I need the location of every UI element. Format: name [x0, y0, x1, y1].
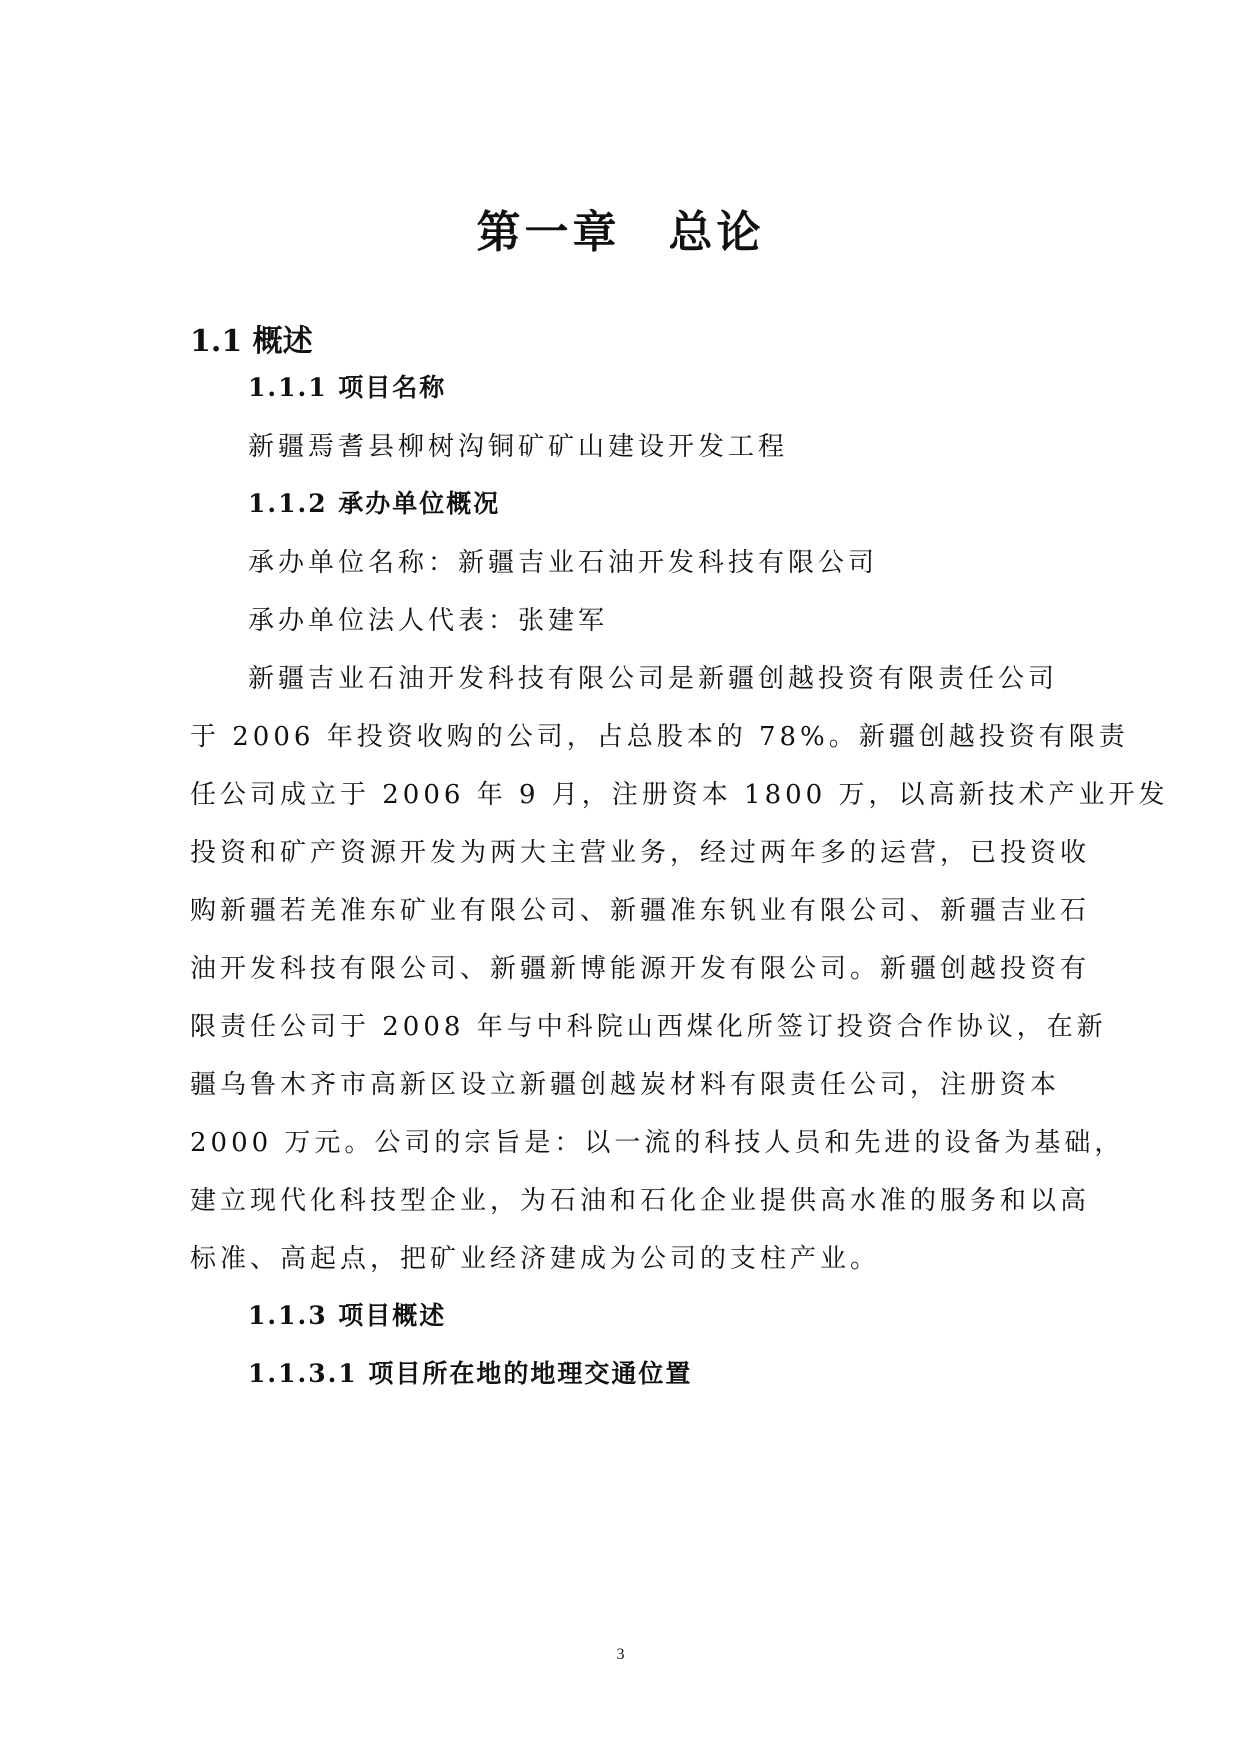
paragraph-line: 建立现代化科技型企业，为石油和石化企业提供高水准的服务和以高 [190, 1186, 1091, 1216]
paragraph-line: 油开发科技有限公司、新疆新博能源开发有限公司。新疆创越投资有 [190, 954, 1091, 984]
paragraph-line: 任公司成立于 2006 年 9 月，注册资本 1800 万，以高新技术产业开发 [190, 780, 1169, 810]
page-number: 3 [616, 1646, 625, 1663]
paragraph-line: 于 2006 年投资收购的公司，占总股本的 78%。新疆创越投资有限责 [190, 722, 1129, 752]
subsection-heading-organizer: 1.1.2 承办单位概况 [248, 489, 501, 518]
chapter-title: 第一章 总论 [476, 207, 765, 258]
paragraph-line: 疆乌鲁木齐市高新区设立新疆创越炭材料有限责任公司，注册资本 [190, 1070, 1061, 1100]
project-name-text: 新疆焉耆县柳树沟铜矿矿山建设开发工程 [248, 432, 789, 462]
subsubsection-heading-location: 1.1.3.1 项目所在地的地理交通位置 [248, 1359, 693, 1388]
section-heading: 1.1 概述 [190, 324, 313, 359]
paragraph-line: 限责任公司于 2008 年与中科院山西煤化所签订投资合作协议，在新 [190, 1012, 1107, 1042]
organizer-representative-text: 承办单位法人代表：张建军 [248, 606, 609, 636]
organizer-name-text: 承办单位名称：新疆吉业石油开发科技有限公司 [248, 548, 879, 578]
paragraph-line: 购新疆若羌准东矿业有限公司、新疆准东钒业有限公司、新疆吉业石 [190, 896, 1091, 926]
paragraph-line: 标准、高起点，把矿业经济建成为公司的支柱产业。 [190, 1244, 881, 1274]
paragraph-line: 投资和矿产资源开发为两大主营业务，经过两年多的运营，已投资收 [190, 838, 1091, 868]
paragraph-line: 新疆吉业石油开发科技有限公司是新疆创越投资有限责任公司 [248, 664, 1059, 694]
paragraph-line: 2000 万元。公司的宗旨是：以一流的科技人员和先进的设备为基础， [190, 1128, 1125, 1158]
subsection-heading-project-name: 1.1.1 项目名称 [248, 373, 447, 402]
subsection-heading-overview: 1.1.3 项目概述 [248, 1301, 447, 1330]
